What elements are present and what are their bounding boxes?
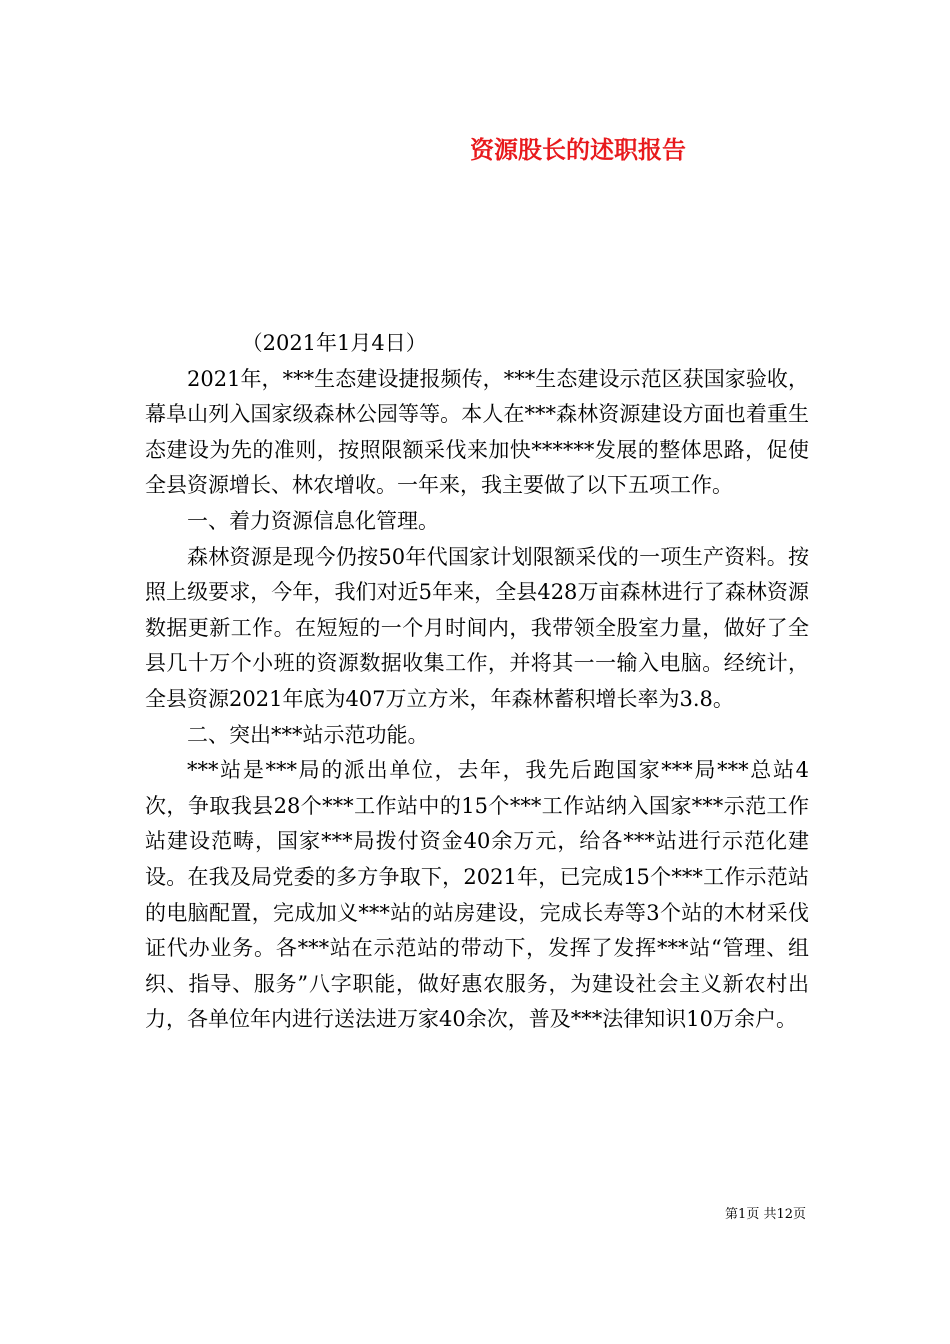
report-date: （2021年1月4日） (241, 331, 427, 355)
document-body (145, 326, 809, 1038)
section-heading-2: 二、突出***站示范功能。 (187, 722, 429, 747)
intro-paragraph: 2021年，***生态建设捷报频传，***生态建设示范区获国家验收，幕阜山列入国家级森林公园等等。本人在***森林资源建设方面也着重生态建设为先的准则，按照限额采伐来加快******发展的整体思路，促使全县资源增长、林农增收。一年来，我主要做了以下五项工作。 (145, 366, 809, 498)
section-1-paragraph: 森林资源是现今仍按50年代国家计划限额采伐的一项生产资料。按照上级要求，今年，我们对近5年来，全县428万亩森林进行了森林资源数据更新工作。在短短的一个月时间内，我带领全股室力量，做好了全县几十万个小班的资源数据收集工作，并将其一一输入电脑。经统计，全县资源2021年底为407万立方米，年森林蓄积增长率为3.8。 (145, 544, 809, 711)
page-number-footer: 第1页 共12页 (725, 1207, 806, 1222)
section-2-paragraph: ***站是***局的派出单位，去年，我先后跑国家***局***总站4次，争取我县28个***工作站中的15个***工作站纳入国家***示范工作站建设范畴，国家***局拨付资金40余万元，给各***站进行示范化建设。在我及局党委的多方争取下，2021年，已完成15个***工作示范站的电脑配置，完成加义***站的站房建设，完成长寿等3个站的木材采伐证代办业务。各***站在示范站的带动下，发挥了发挥***站“管理、组织、指导、服务”八字职能，做好惠农服务，为建设社会主义新农村出力，各单位年内进行送法进万家40余次，普及***法律知识10万余户。 (145, 758, 809, 1032)
document-title: 资源股长的述职报告 (470, 135, 686, 164)
section-heading-1: 一、着力资源信息化管理。 (187, 508, 439, 533)
